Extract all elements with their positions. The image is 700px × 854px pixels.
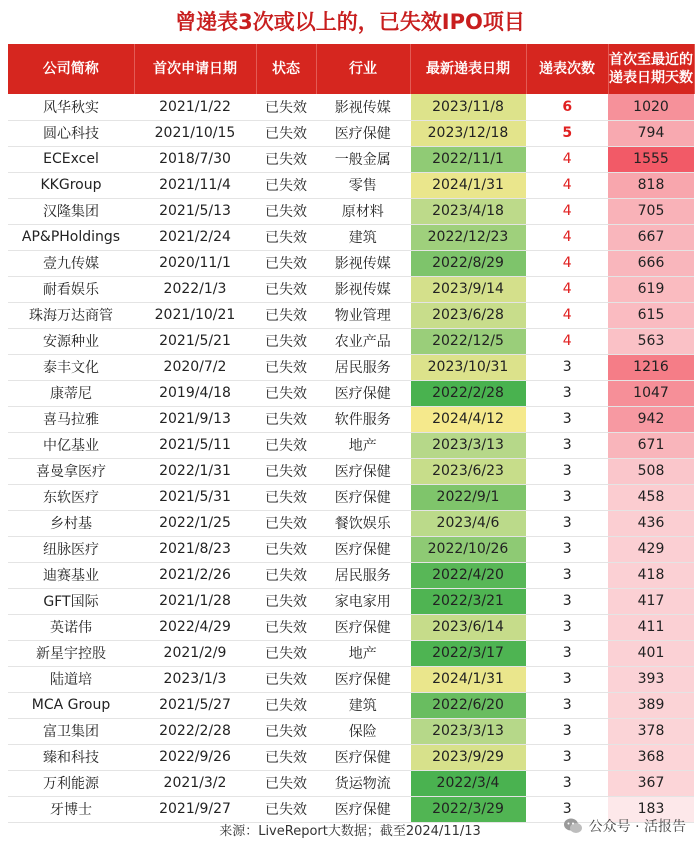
cell-industry: 保险	[316, 718, 410, 744]
table-row	[8, 744, 694, 770]
cell-days: 615	[608, 302, 694, 328]
page-title: 曾递表3次或以上的，已失效IPO项目	[175, 10, 525, 34]
cell-days: 389	[608, 692, 694, 718]
cell-days: 508	[608, 458, 694, 484]
cell-first-date: 2021/10/15	[134, 120, 256, 146]
cell-status: 已失效	[256, 562, 316, 588]
cell-company: 牙博士	[8, 796, 134, 822]
cell-company: GFT国际	[8, 588, 134, 614]
cell-industry: 医疗保健	[316, 744, 410, 770]
cell-first-date: 2020/11/1	[134, 250, 256, 276]
cell-industry: 原材料	[316, 198, 410, 224]
cell-status: 已失效	[256, 302, 316, 328]
cell-first-date: 2022/1/25	[134, 510, 256, 536]
cell-company: 纽脉医疗	[8, 536, 134, 562]
cell-status: 已失效	[256, 770, 316, 796]
cell-first-date: 2021/9/13	[134, 406, 256, 432]
cell-first-date: 2021/5/27	[134, 692, 256, 718]
cell-count: 3	[526, 484, 608, 510]
cell-count: 3	[526, 406, 608, 432]
cell-latest-date: 2022/6/20	[410, 692, 526, 718]
cell-days: 393	[608, 666, 694, 692]
cell-latest-date: 2022/3/21	[410, 588, 526, 614]
cell-first-date: 2020/7/2	[134, 354, 256, 380]
cell-industry: 建筑	[316, 224, 410, 250]
cell-days: 378	[608, 718, 694, 744]
cell-industry: 影视传媒	[316, 94, 410, 120]
cell-latest-date: 2023/3/13	[410, 718, 526, 744]
cell-days: 705	[608, 198, 694, 224]
cell-company: 中亿基业	[8, 432, 134, 458]
cell-industry: 建筑	[316, 692, 410, 718]
cell-status: 已失效	[256, 120, 316, 146]
cell-company: 汉隆集团	[8, 198, 134, 224]
cell-count: 3	[526, 458, 608, 484]
cell-latest-date: 2023/9/29	[410, 744, 526, 770]
cell-count: 4	[526, 250, 608, 276]
table-row	[8, 302, 694, 328]
cell-latest-date: 2023/6/14	[410, 614, 526, 640]
cell-latest-date: 2023/11/8	[410, 94, 526, 120]
cell-count: 4	[526, 302, 608, 328]
cell-industry: 医疗保健	[316, 458, 410, 484]
cell-days: 671	[608, 432, 694, 458]
cell-industry: 医疗保健	[316, 614, 410, 640]
cell-company: 富卫集团	[8, 718, 134, 744]
cell-company: 臻和科技	[8, 744, 134, 770]
cell-first-date: 2021/2/26	[134, 562, 256, 588]
cell-first-date: 2021/5/11	[134, 432, 256, 458]
cell-count: 3	[526, 770, 608, 796]
table-row	[8, 458, 694, 484]
table-body	[8, 94, 694, 822]
cell-days: 666	[608, 250, 694, 276]
cell-status: 已失效	[256, 276, 316, 302]
cell-latest-date: 2022/9/1	[410, 484, 526, 510]
cell-count: 4	[526, 328, 608, 354]
cell-days: 1555	[608, 146, 694, 172]
cell-count: 4	[526, 146, 608, 172]
cell-status: 已失效	[256, 796, 316, 822]
cell-latest-date: 2022/3/4	[410, 770, 526, 796]
cell-count: 3	[526, 692, 608, 718]
cell-days: 667	[608, 224, 694, 250]
cell-first-date: 2022/1/31	[134, 458, 256, 484]
wechat-icon	[563, 817, 583, 835]
cell-status: 已失效	[256, 718, 316, 744]
cell-status: 已失效	[256, 536, 316, 562]
cell-industry: 家电家用	[316, 588, 410, 614]
cell-count: 4	[526, 276, 608, 302]
cell-status: 已失效	[256, 224, 316, 250]
cell-status: 已失效	[256, 380, 316, 406]
cell-latest-date: 2024/1/31	[410, 666, 526, 692]
cell-count: 4	[526, 198, 608, 224]
cell-company: 康蒂尼	[8, 380, 134, 406]
cell-company: 安源种业	[8, 328, 134, 354]
table-row	[8, 380, 694, 406]
cell-company: 风华秋实	[8, 94, 134, 120]
cell-status: 已失效	[256, 198, 316, 224]
cell-days: 436	[608, 510, 694, 536]
header-count: 递表次数	[526, 44, 608, 94]
cell-days: 458	[608, 484, 694, 510]
table-row	[8, 562, 694, 588]
cell-count: 3	[526, 536, 608, 562]
cell-industry: 物业管理	[316, 302, 410, 328]
cell-first-date: 2021/5/31	[134, 484, 256, 510]
cell-first-date: 2022/9/26	[134, 744, 256, 770]
table-row	[8, 640, 694, 666]
cell-industry: 一般金属	[316, 146, 410, 172]
cell-company: AP&PHoldings	[8, 224, 134, 250]
cell-days: 818	[608, 172, 694, 198]
cell-status: 已失效	[256, 484, 316, 510]
cell-status: 已失效	[256, 432, 316, 458]
header-company: 公司简称	[8, 44, 134, 94]
cell-latest-date: 2022/3/17	[410, 640, 526, 666]
cell-first-date: 2021/11/4	[134, 172, 256, 198]
cell-company: 耐看娱乐	[8, 276, 134, 302]
cell-industry: 医疗保健	[316, 796, 410, 822]
cell-latest-date: 2024/1/31	[410, 172, 526, 198]
cell-status: 已失效	[256, 744, 316, 770]
cell-industry: 医疗保健	[316, 120, 410, 146]
cell-industry: 影视传媒	[316, 250, 410, 276]
cell-company: MCA Group	[8, 692, 134, 718]
cell-latest-date: 2023/10/31	[410, 354, 526, 380]
cell-first-date: 2022/1/3	[134, 276, 256, 302]
cell-company: 东软医疗	[8, 484, 134, 510]
cell-latest-date: 2023/12/18	[410, 120, 526, 146]
cell-latest-date: 2024/4/12	[410, 406, 526, 432]
header-latest-date: 最新递表日期	[410, 44, 526, 94]
cell-status: 已失效	[256, 692, 316, 718]
cell-days: 794	[608, 120, 694, 146]
cell-status: 已失效	[256, 666, 316, 692]
cell-days: 411	[608, 614, 694, 640]
table-row	[8, 432, 694, 458]
cell-first-date: 2021/9/27	[134, 796, 256, 822]
cell-first-date: 2019/4/18	[134, 380, 256, 406]
cell-company: 圆心科技	[8, 120, 134, 146]
cell-company: 万利能源	[8, 770, 134, 796]
cell-company: 珠海万达商管	[8, 302, 134, 328]
cell-industry: 医疗保健	[316, 484, 410, 510]
cell-latest-date: 2023/4/6	[410, 510, 526, 536]
cell-days: 429	[608, 536, 694, 562]
cell-latest-date: 2022/4/20	[410, 562, 526, 588]
cell-days: 1047	[608, 380, 694, 406]
cell-status: 已失效	[256, 250, 316, 276]
cell-industry: 地产	[316, 640, 410, 666]
cell-count: 3	[526, 354, 608, 380]
table-row	[8, 198, 694, 224]
table-row	[8, 120, 694, 146]
cell-count: 3	[526, 380, 608, 406]
cell-industry: 零售	[316, 172, 410, 198]
cell-count: 6	[526, 94, 608, 120]
cell-days: 1020	[608, 94, 694, 120]
cell-status: 已失效	[256, 614, 316, 640]
cell-days: 418	[608, 562, 694, 588]
table-row	[8, 510, 694, 536]
table-row	[8, 614, 694, 640]
cell-status: 已失效	[256, 172, 316, 198]
cell-status: 已失效	[256, 406, 316, 432]
cell-days: 942	[608, 406, 694, 432]
cell-latest-date: 2023/6/28	[410, 302, 526, 328]
cell-industry: 居民服务	[316, 354, 410, 380]
header-days: 首次至最近的递表日期天数	[608, 44, 694, 94]
table-header-row	[8, 44, 694, 94]
cell-status: 已失效	[256, 640, 316, 666]
cell-count: 5	[526, 120, 608, 146]
watermark	[563, 816, 686, 836]
cell-first-date: 2021/5/13	[134, 198, 256, 224]
cell-days: 619	[608, 276, 694, 302]
cell-first-date: 2021/8/23	[134, 536, 256, 562]
cell-company: 迪赛基业	[8, 562, 134, 588]
cell-company: 陆道培	[8, 666, 134, 692]
cell-first-date: 2021/5/21	[134, 328, 256, 354]
cell-count: 4	[526, 172, 608, 198]
cell-count: 3	[526, 666, 608, 692]
cell-days: 417	[608, 588, 694, 614]
cell-first-date: 2021/2/9	[134, 640, 256, 666]
cell-first-date: 2022/4/29	[134, 614, 256, 640]
cell-latest-date: 2022/2/28	[410, 380, 526, 406]
cell-count: 3	[526, 432, 608, 458]
cell-industry: 医疗保健	[316, 666, 410, 692]
cell-days: 368	[608, 744, 694, 770]
cell-days: 183	[608, 796, 694, 822]
table-row	[8, 328, 694, 354]
table-row	[8, 354, 694, 380]
cell-industry: 餐饮娱乐	[316, 510, 410, 536]
cell-count: 3	[526, 640, 608, 666]
cell-first-date: 2021/1/28	[134, 588, 256, 614]
cell-latest-date: 2023/3/13	[410, 432, 526, 458]
cell-latest-date: 2022/10/26	[410, 536, 526, 562]
cell-company: 壹九传媒	[8, 250, 134, 276]
table-row	[8, 666, 694, 692]
cell-days: 401	[608, 640, 694, 666]
table-row	[8, 692, 694, 718]
cell-company: 英诺伟	[8, 614, 134, 640]
cell-count: 3	[526, 588, 608, 614]
table-row	[8, 536, 694, 562]
source-footer: 来源：LiveReport大数据；截至2024/11/13	[219, 824, 481, 839]
cell-count: 4	[526, 224, 608, 250]
cell-latest-date: 2023/9/14	[410, 276, 526, 302]
cell-latest-date: 2022/3/29	[410, 796, 526, 822]
cell-company: 喜曼拿医疗	[8, 458, 134, 484]
table-row	[8, 276, 694, 302]
cell-status: 已失效	[256, 354, 316, 380]
header-industry: 行业	[316, 44, 410, 94]
watermark-text: 公众号 · 活报告	[588, 819, 686, 835]
cell-industry: 医疗保健	[316, 380, 410, 406]
cell-first-date: 2021/3/2	[134, 770, 256, 796]
cell-first-date: 2022/2/28	[134, 718, 256, 744]
table-row	[8, 172, 694, 198]
cell-company: 泰丰文化	[8, 354, 134, 380]
cell-company: ECExcel	[8, 146, 134, 172]
table-row	[8, 250, 694, 276]
table-row	[8, 94, 694, 120]
header-status: 状态	[256, 44, 316, 94]
cell-status: 已失效	[256, 588, 316, 614]
cell-company: KKGroup	[8, 172, 134, 198]
cell-status: 已失效	[256, 458, 316, 484]
cell-count: 3	[526, 796, 608, 822]
cell-first-date: 2018/7/30	[134, 146, 256, 172]
table-row	[8, 588, 694, 614]
cell-industry: 货运物流	[316, 770, 410, 796]
cell-company: 喜马拉雅	[8, 406, 134, 432]
ipo-table	[8, 44, 695, 823]
table-row	[8, 406, 694, 432]
cell-status: 已失效	[256, 94, 316, 120]
cell-status: 已失效	[256, 328, 316, 354]
cell-industry: 农业产品	[316, 328, 410, 354]
cell-count: 3	[526, 510, 608, 536]
table-row	[8, 146, 694, 172]
cell-company: 新星宇控股	[8, 640, 134, 666]
header-first-date: 首次申请日期	[134, 44, 256, 94]
table-row	[8, 224, 694, 250]
cell-industry: 医疗保健	[316, 536, 410, 562]
cell-first-date: 2021/1/22	[134, 94, 256, 120]
cell-company: 乡村基	[8, 510, 134, 536]
cell-first-date: 2021/2/24	[134, 224, 256, 250]
cell-days: 367	[608, 770, 694, 796]
cell-status: 已失效	[256, 510, 316, 536]
cell-count: 3	[526, 562, 608, 588]
cell-industry: 影视传媒	[316, 276, 410, 302]
cell-industry: 软件服务	[316, 406, 410, 432]
cell-industry: 居民服务	[316, 562, 410, 588]
cell-first-date: 2023/1/3	[134, 666, 256, 692]
cell-latest-date: 2022/11/1	[410, 146, 526, 172]
cell-latest-date: 2023/6/23	[410, 458, 526, 484]
table-row	[8, 718, 694, 744]
cell-latest-date: 2022/12/5	[410, 328, 526, 354]
cell-count: 3	[526, 614, 608, 640]
cell-latest-date: 2022/12/23	[410, 224, 526, 250]
table-row	[8, 770, 694, 796]
cell-latest-date: 2023/4/18	[410, 198, 526, 224]
cell-count: 3	[526, 744, 608, 770]
cell-days: 563	[608, 328, 694, 354]
cell-industry: 地产	[316, 432, 410, 458]
cell-latest-date: 2022/8/29	[410, 250, 526, 276]
table-row	[8, 484, 694, 510]
cell-count: 3	[526, 718, 608, 744]
cell-days: 1216	[608, 354, 694, 380]
cell-status: 已失效	[256, 146, 316, 172]
cell-first-date: 2021/10/21	[134, 302, 256, 328]
